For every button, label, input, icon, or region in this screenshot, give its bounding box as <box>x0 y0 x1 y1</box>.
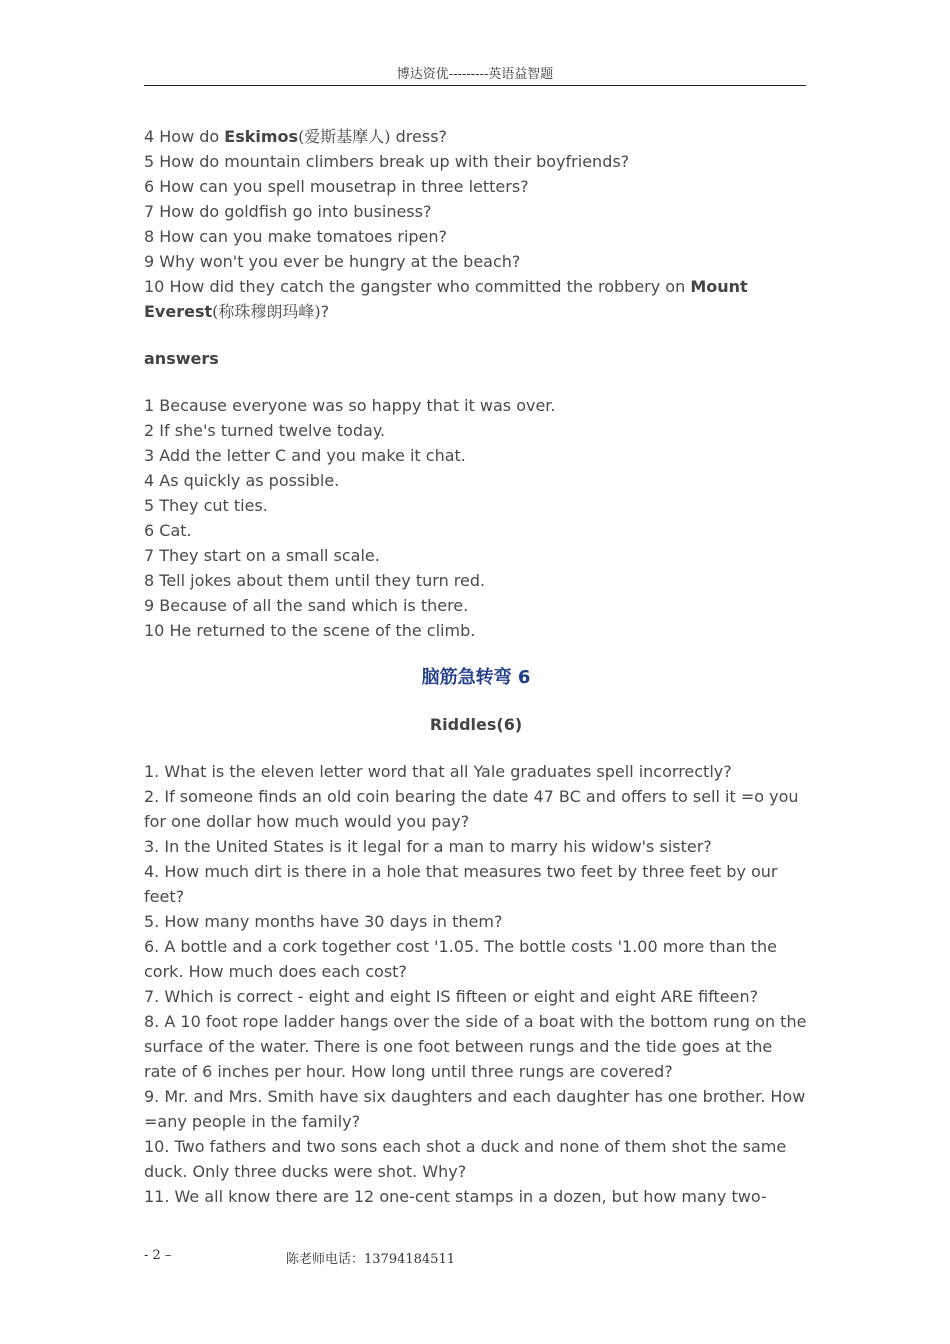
header-divider <box>144 85 806 86</box>
document-body <box>144 124 808 1209</box>
riddle-item: 3. In the United States is it legal for a man to marry his widow's sister? <box>144 837 712 856</box>
riddle-item: 4. How much dirt is there in a hole that measures two feet by three feet by our feet? <box>144 862 778 906</box>
answer-line: 4 As quickly as possible. <box>144 471 340 490</box>
section-subheading: Riddles(6) <box>429 715 523 734</box>
answer-line: 7 They start on a small scale. <box>144 546 380 565</box>
riddle-item: 9. Mr. and Mrs. Smith have six daughters and each daughter has one brother. How =any people in the family? <box>144 1087 806 1131</box>
riddle-item: 8. A 10 foot rope ladder hangs over the side of a boat with the bottom rung on the surface of the water. There is one foot between rungs and the tide goes at the rate of 6 inches per hour. How long until three rungs are covered? <box>144 1012 807 1081</box>
answer-line: 1 Because everyone was so happy that it was over. <box>144 396 556 415</box>
page-footer <box>0 1248 950 1268</box>
riddle-item: 1. What is the eleven letter word that all Yale graduates spell incorrectly? <box>144 762 732 781</box>
page-number: - 2 – <box>144 1248 172 1263</box>
question-line: 5 How do mountain climbers break up with their boyfriends? <box>144 152 630 171</box>
riddle-item: 11. We all know there are 12 one-cent stamps in a dozen, but how many two- <box>144 1187 767 1206</box>
question-line: 9 Why won't you ever be hungry at the beach? <box>144 252 521 271</box>
contact-info: 陈老师电话：13794184511 <box>286 1252 455 1267</box>
page-header: 博达资优---------英语益智题 <box>396 67 554 82</box>
riddle-item: 5. How many months have 30 days in them? <box>144 912 503 931</box>
answer-line: 9 Because of all the sand which is there. <box>144 596 469 615</box>
question-line: 6 How can you spell mousetrap in three letters? <box>144 177 529 196</box>
answer-line: 10 He returned to the scene of the climb. <box>144 621 476 640</box>
question-line: 4 How do Eskimos(爱斯基摩人) dress? <box>144 127 448 146</box>
riddle-item: 6. A bottle and a cork together cost '1.05. The bottle costs '1.00 more than the cork. How much does each cost? <box>144 937 777 981</box>
answer-line: 2 If she's turned twelve today. <box>144 421 386 440</box>
section-heading: 脑筋急转弯 6 <box>421 667 531 688</box>
riddle-item: 7. Which is correct - eight and eight IS fifteen or eight and eight ARE fifteen? <box>144 987 759 1006</box>
answer-line: 8 Tell jokes about them until they turn red. <box>144 571 486 590</box>
question-line: 7 How do goldfish go into business? <box>144 202 432 221</box>
question-line: 10 How did they catch the gangster who committed the robbery on Mount Everest(称珠穆朗玛峰)? <box>144 277 748 321</box>
riddle-item: 10. Two fathers and two sons each shot a duck and none of them shot the same duck. Only three ducks were shot. Why? <box>144 1137 787 1181</box>
answer-line: 3 Add the letter C and you make it chat. <box>144 446 466 465</box>
answer-line: 5 They cut ties. <box>144 496 268 515</box>
answers-heading: answers <box>144 349 219 368</box>
riddle-item: 2. If someone finds an old coin bearing the date 47 BC and offers to sell it =o you for one dollar how much would you pay? <box>144 787 799 831</box>
answer-line: 6 Cat. <box>144 521 192 540</box>
question-line: 8 How can you make tomatoes ripen? <box>144 227 448 246</box>
